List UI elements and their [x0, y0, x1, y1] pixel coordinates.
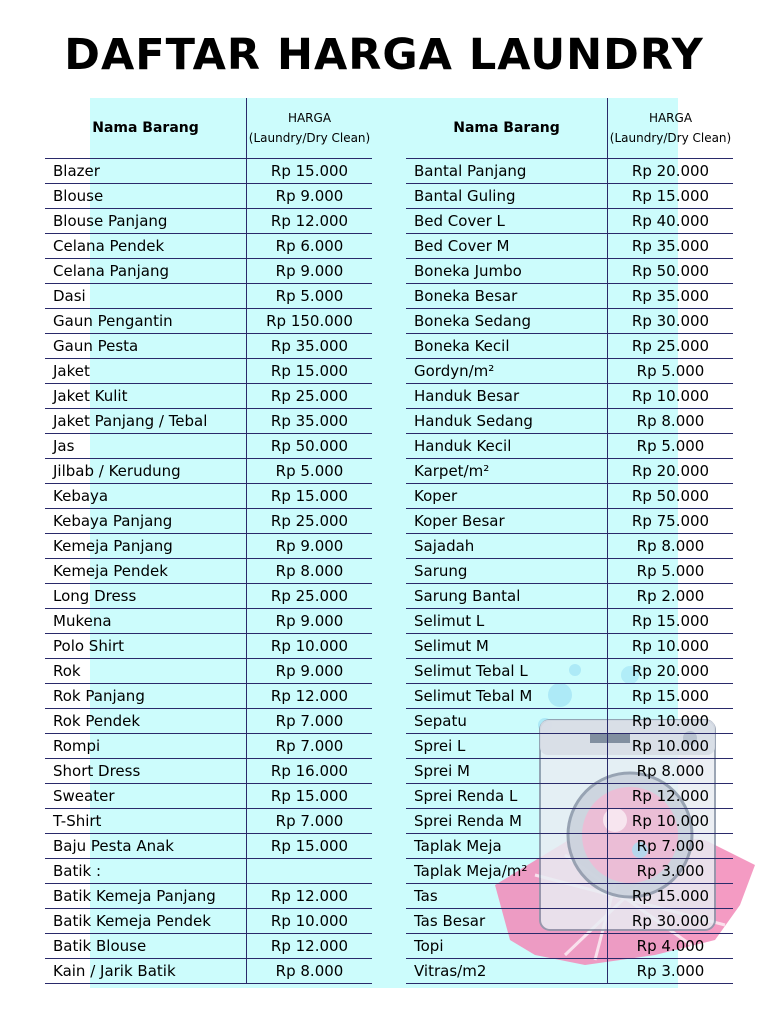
item-price: Rp 30.000: [607, 909, 733, 933]
item-price: Rp 20.000: [607, 159, 733, 183]
table-row: [406, 484, 733, 509]
table-row: [406, 684, 733, 709]
item-price: Rp 10.000: [607, 809, 733, 833]
item-price: Rp 75.000: [607, 509, 733, 533]
item-name: Bantal Panjang: [414, 162, 527, 180]
table-row: [406, 309, 733, 334]
item-name: Sarung: [414, 562, 468, 580]
table-row: [45, 584, 372, 609]
item-price: Rp 50.000: [607, 259, 733, 283]
table-row: [406, 934, 733, 959]
item-name: Bed Cover L: [414, 212, 505, 230]
item-price: Rp 35.000: [607, 284, 733, 308]
item-price: Rp 5.000: [607, 559, 733, 583]
item-name: Kemeja Pendek: [53, 562, 168, 580]
item-name: Kemeja Panjang: [53, 537, 173, 555]
item-price: Rp 15.000: [607, 609, 733, 633]
item-price: Rp 8.000: [246, 559, 372, 583]
table-row: [45, 609, 372, 634]
item-price: Rp 15.000: [246, 159, 372, 183]
table-row: [45, 284, 372, 309]
table-row: [406, 634, 733, 659]
table-row: [406, 534, 733, 559]
item-price: Rp 40.000: [607, 209, 733, 233]
item-price: Rp 5.000: [607, 359, 733, 383]
table-row: [45, 234, 372, 259]
item-name: Baju Pesta Anak: [53, 837, 174, 855]
table-row: [406, 909, 733, 934]
item-name: Koper: [414, 487, 458, 505]
item-name: Handuk Besar: [414, 387, 520, 405]
table-row: [406, 959, 733, 984]
item-name: Bantal Guling: [414, 187, 516, 205]
item-price: Rp 15.000: [246, 784, 372, 808]
item-price: Rp 9.000: [246, 659, 372, 683]
table-row: [406, 709, 733, 734]
table-row: [406, 359, 733, 384]
item-name: Batik Blouse: [53, 937, 147, 955]
item-price: Rp 30.000: [607, 309, 733, 333]
table-row: [406, 884, 733, 909]
table-header: [45, 98, 372, 159]
item-name: Jas: [53, 437, 75, 455]
item-price: Rp 3.000: [607, 859, 733, 883]
table-row: [45, 684, 372, 709]
table-row: [406, 209, 733, 234]
item-name: Jaket Panjang / Tebal: [53, 412, 208, 430]
table-row: [406, 609, 733, 634]
table-row: [406, 559, 733, 584]
item-name: Celana Pendek: [53, 237, 165, 255]
item-price: Rp 10.000: [246, 909, 372, 933]
table-row: [45, 634, 372, 659]
item-price: Rp 2.000: [607, 584, 733, 608]
item-price: Rp 7.000: [607, 834, 733, 858]
item-price: Rp 10.000: [607, 634, 733, 658]
table-row: [45, 784, 372, 809]
table-row: [406, 659, 733, 684]
table-row: [406, 759, 733, 784]
table-row: [406, 734, 733, 759]
item-name: Vitras/m2: [414, 962, 487, 980]
item-price: Rp 8.000: [607, 534, 733, 558]
item-price: Rp 16.000: [246, 759, 372, 783]
price-table-right: [406, 98, 733, 984]
item-name: Sajadah: [414, 537, 475, 555]
header-price-label: HARGA (Laundry/Dry Clean): [246, 98, 372, 158]
item-price: Rp 12.000: [607, 784, 733, 808]
table-row: [406, 459, 733, 484]
item-price: Rp 25.000: [246, 509, 372, 533]
item-name: Gaun Pengantin: [53, 312, 173, 330]
item-name: Blouse: [53, 187, 104, 205]
table-row: [45, 509, 372, 534]
item-price: Rp 9.000: [246, 259, 372, 283]
header-name-label: Nama Barang: [92, 120, 199, 136]
table-row: [406, 509, 733, 534]
table-row: [406, 434, 733, 459]
item-name: Long Dress: [53, 587, 137, 605]
table-row: [406, 284, 733, 309]
item-name: Short Dress: [53, 762, 141, 780]
item-price: Rp 6.000: [246, 234, 372, 258]
item-name: Selimut L: [414, 612, 485, 630]
item-name: Celana Panjang: [53, 262, 169, 280]
item-name: T-Shirt: [53, 812, 102, 830]
table-row: [45, 559, 372, 584]
item-price: Rp 7.000: [246, 809, 372, 833]
table-row: [406, 384, 733, 409]
item-name: Bed Cover M: [414, 237, 510, 255]
table-row: [406, 159, 733, 184]
table-row: [406, 584, 733, 609]
item-name: Rompi: [53, 737, 101, 755]
item-name: Jaket: [53, 362, 90, 380]
item-name: Sweater: [53, 787, 115, 805]
item-name: Boneka Jumbo: [414, 262, 522, 280]
item-name: Selimut Tebal L: [414, 662, 528, 680]
table-row: [406, 809, 733, 834]
item-name: Jilbab / Kerudung: [53, 462, 181, 480]
item-price: Rp 35.000: [246, 334, 372, 358]
item-price: Rp 50.000: [607, 484, 733, 508]
table-row: [45, 959, 372, 984]
table-row: [406, 409, 733, 434]
table-row: [406, 334, 733, 359]
table-row: [45, 534, 372, 559]
item-name: Mukena: [53, 612, 112, 630]
item-name: Sprei Renda M: [414, 812, 522, 830]
item-price: Rp 5.000: [246, 459, 372, 483]
table-row: [45, 734, 372, 759]
item-price: Rp 3.000: [607, 959, 733, 983]
item-name: Karpet/m²: [414, 462, 490, 480]
item-price: Rp 10.000: [607, 734, 733, 758]
item-price: Rp 8.000: [246, 959, 372, 983]
item-price: Rp 12.000: [246, 934, 372, 958]
item-price: Rp 8.000: [607, 759, 733, 783]
item-price: Rp 15.000: [607, 684, 733, 708]
item-name: Handuk Kecil: [414, 437, 512, 455]
item-name: Sprei L: [414, 737, 466, 755]
item-name: Tas Besar: [414, 912, 486, 930]
table-row: [406, 234, 733, 259]
item-name: Taplak Meja/m²: [414, 862, 528, 880]
item-name: Blazer: [53, 162, 100, 180]
table-row: [45, 859, 372, 884]
item-name: Boneka Besar: [414, 287, 518, 305]
item-price: Rp 15.000: [246, 484, 372, 508]
item-price: Rp 12.000: [246, 684, 372, 708]
item-price: Rp 20.000: [607, 459, 733, 483]
item-name: Rok: [53, 662, 81, 680]
item-price: Rp 9.000: [246, 534, 372, 558]
table-row: [45, 484, 372, 509]
table-row: [45, 409, 372, 434]
item-price: Rp 25.000: [246, 584, 372, 608]
item-price: Rp 12.000: [246, 209, 372, 233]
item-name: Rok Pendek: [53, 712, 141, 730]
item-name: Boneka Sedang: [414, 312, 532, 330]
item-price: Rp 35.000: [246, 409, 372, 433]
table-row: [45, 709, 372, 734]
item-name: Dasi: [53, 287, 86, 305]
item-price: Rp 5.000: [607, 434, 733, 458]
table-row: [45, 659, 372, 684]
table-row: [45, 259, 372, 284]
item-price: Rp 7.000: [246, 734, 372, 758]
table-header: [406, 98, 733, 159]
item-name: Rok Panjang: [53, 687, 145, 705]
item-name: Topi: [414, 937, 444, 955]
item-price: Rp 20.000: [607, 659, 733, 683]
item-price: Rp 15.000: [246, 359, 372, 383]
table-row: [406, 259, 733, 284]
item-price: Rp 9.000: [246, 609, 372, 633]
table-row: [45, 159, 372, 184]
table-row: [45, 934, 372, 959]
item-name: Jaket Kulit: [53, 387, 128, 405]
table-row: [45, 184, 372, 209]
item-price: Rp 10.000: [607, 384, 733, 408]
item-name: Taplak Meja: [414, 837, 502, 855]
item-price: Rp 10.000: [246, 634, 372, 658]
item-price: Rp 150.000: [246, 309, 372, 333]
item-price: Rp 8.000: [607, 409, 733, 433]
item-name: Blouse Panjang: [53, 212, 168, 230]
item-name: Kain / Jarik Batik: [53, 962, 176, 980]
item-price: Rp 25.000: [246, 384, 372, 408]
table-row: [45, 809, 372, 834]
item-name: Handuk Sedang: [414, 412, 533, 430]
item-price: Rp 10.000: [607, 709, 733, 733]
item-price: Rp 35.000: [607, 234, 733, 258]
table-row: [45, 459, 372, 484]
item-price: Rp 25.000: [607, 334, 733, 358]
item-name: Batik Kemeja Pendek: [53, 912, 211, 930]
table-row: [45, 909, 372, 934]
table-row: [406, 784, 733, 809]
item-price: Rp 15.000: [607, 184, 733, 208]
item-price: [246, 859, 372, 883]
table-row: [45, 834, 372, 859]
item-name: Sprei Renda L: [414, 787, 518, 805]
item-name: Sarung Bantal: [414, 587, 521, 605]
item-price: Rp 50.000: [246, 434, 372, 458]
table-row: [45, 759, 372, 784]
table-row: [45, 309, 372, 334]
table-row: [45, 359, 372, 384]
item-price: Rp 9.000: [246, 184, 372, 208]
table-row: [45, 334, 372, 359]
item-name: Boneka Kecil: [414, 337, 510, 355]
header-price-label: HARGA (Laundry/Dry Clean): [607, 98, 733, 158]
table-row: [45, 434, 372, 459]
item-name: Gordyn/m²: [414, 362, 495, 380]
item-name: Kebaya: [53, 487, 109, 505]
item-price: Rp 15.000: [607, 884, 733, 908]
item-price: Rp 5.000: [246, 284, 372, 308]
table-row: [45, 384, 372, 409]
item-name: Sprei M: [414, 762, 470, 780]
table-row: [45, 209, 372, 234]
item-name: Selimut Tebal M: [414, 687, 533, 705]
item-name: Selimut M: [414, 637, 489, 655]
item-name: Batik :: [53, 862, 102, 880]
price-table-left: [45, 98, 372, 984]
item-price: Rp 4.000: [607, 934, 733, 958]
header-name-label: Nama Barang: [453, 120, 560, 136]
page-title: DAFTAR HARGA LAUNDRY: [64, 30, 704, 80]
item-name: Gaun Pesta: [53, 337, 139, 355]
table-row: [45, 884, 372, 909]
item-name: Polo Shirt: [53, 637, 125, 655]
item-name: Koper Besar: [414, 512, 505, 530]
item-name: Batik Kemeja Panjang: [53, 887, 216, 905]
table-row: [406, 834, 733, 859]
item-name: Sepatu: [414, 712, 467, 730]
item-price: Rp 12.000: [246, 884, 372, 908]
item-price: Rp 15.000: [246, 834, 372, 858]
table-row: [406, 184, 733, 209]
item-price: Rp 7.000: [246, 709, 372, 733]
item-name: Kebaya Panjang: [53, 512, 173, 530]
item-name: Tas: [414, 887, 438, 905]
table-row: [406, 859, 733, 884]
